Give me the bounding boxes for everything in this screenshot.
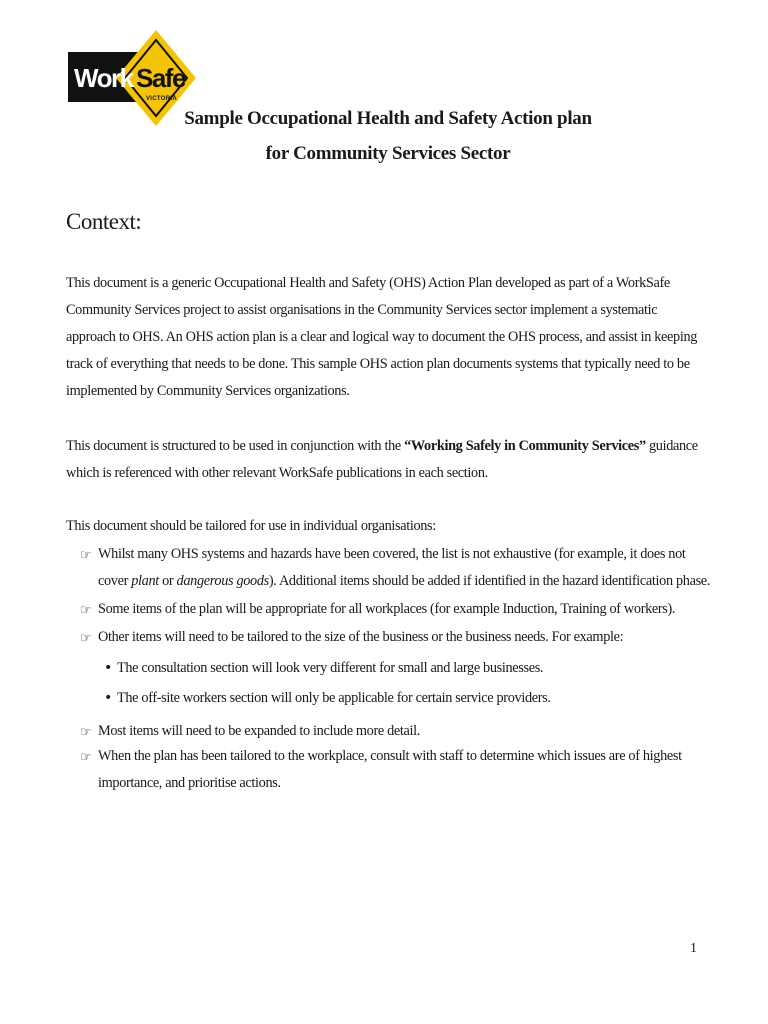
guidance-title: “Working Safely in Community Services” [404,438,646,454]
svg-text:Safe: Safe [136,63,185,93]
pointing-hand-icon: ☞ [80,725,92,740]
pointing-hand-icon: ☞ [80,631,92,646]
page-number: 1 [690,941,697,956]
svg-text:Work: Work [74,63,133,93]
context-heading: Context: [66,209,142,234]
svg-text:VICTORIA: VICTORIA [146,96,177,102]
paragraph-2-text-end: guidance which is referenced with other relevant WorkSafe publications in each section. [66,438,698,481]
pointing-hand-icon: ☞ [80,603,92,618]
document-title-line-1: Sample Occupational Health and Safety Action plan [184,108,592,129]
pointing-hand-icon: ☞ [80,750,92,765]
sub-list-item: • The consultation section will look very different for small and large businesses. [104,655,704,682]
list-item: ☞ Whilst many OHS systems and hazards have been covered, the list is not exhaustive (for example, it does not cover plant or dangerous goods). Additional items should be added if identified in the hazard identification phase. [80,541,710,595]
context-paragraph-1: This document is a generic Occupational Health and Safety (OHS) Action Plan developed as part of a WorkSafe Community Services project to assist organisations in the Community Services sector implement a systematic approach to OHS. An OHS action plan is a clear and logical way to document the OHS process, and assist in keeping track of everything that needs to be done. This sample OHS action plan documents systems that typically need to be implemented by Community Services organizations. [66,275,698,399]
sub-list-item: • The off-site workers section will only be applicable for certain service providers. [104,685,704,712]
list-item: ☞ Other items will need to be tailored to the size of the business or the business needs. For example: [80,624,710,651]
list-item: ☞ When the plan has been tailored to the workplace, consult with staff to determine which issues are of highest importance, and prioritise actions. [80,743,710,797]
bullet-dot-icon: • [104,660,113,676]
list-item: ☞ Some items of the plan will be appropriate for all workplaces (for example Induction, Training of workers). [80,596,710,623]
context-paragraph-3: This document should be tailored for use in individual organisations: [66,518,436,534]
bullet-dot-icon: • [104,690,113,706]
list-item: ☞ Most items will need to be expanded to include more detail. [80,718,710,745]
document-title-line-2: for Community Services Sector [265,143,511,164]
context-paragraph-2 [66,433,706,487]
pointing-hand-icon: ☞ [80,548,92,563]
paragraph-2-text-start: This document is structured to be used in conjunction with the [66,438,405,454]
